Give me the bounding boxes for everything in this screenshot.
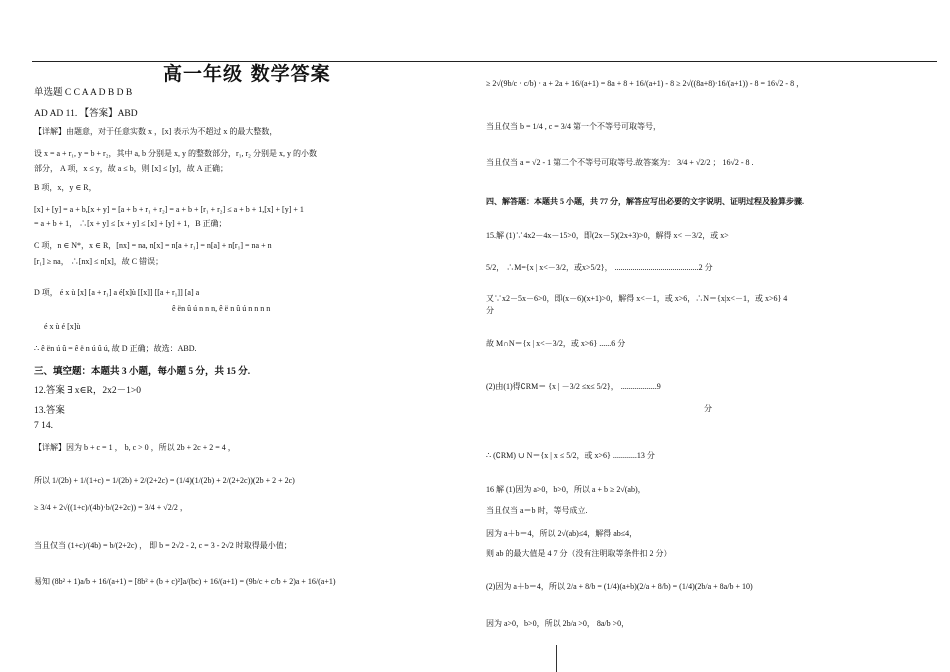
q15-line-4: 分: [486, 306, 494, 315]
section-3-heading: 三、填空题：本题共 3 小题，每小题 5 分，共 15 分.: [34, 367, 251, 377]
left-line-7: C 项，n ∈ N*，x ∈ R，[nx] = na, n[x] = n[a + r₁] = n[a] + n[r₁] = na + n: [34, 241, 272, 250]
q16-line-5: (2)因为 a＋b＝4，所以 2/a + 8/b = (1/4)(a+b)(2/a + 8/b) = (1/4)(2b/a + 8a/b + 10): [486, 582, 753, 591]
answer-14: 7 14.: [34, 421, 53, 431]
left-line-9: D 项， é x ù [x] [a + r₁] a é[x]ù [[x]] [[a + r₁]] [a] a: [34, 288, 200, 297]
q16-line-3: 因为 a＋b＝4，所以 2√(ab)≤4，解得 ab≤4，: [486, 529, 638, 538]
q16-line-4: 则 ab 的最大值是 4 7 分（没有注明取等条件扣 2 分）: [486, 549, 672, 558]
left-line-12: ∴ ê ën ú û = ê ë n ú û ú, 故 D 正确；故选：ABD.: [34, 344, 197, 353]
q15-line-2: 5/2， ∴M={x | x<－3/2，或x>5/2}， ..........................................2 分: [486, 263, 713, 272]
right-line-2: 当且仅当 b = 1/4 , c = 3/4 第一个不等号可取等号，: [486, 122, 662, 131]
left-line-3: 部分， A 项，x ≤ y，故 a ≤ b，则 [x] ≤ [y]，故 A 正确；: [34, 164, 229, 173]
page-title: 高一年级 数学答案: [163, 63, 331, 85]
q15-line-3: 又∵x2－5x－6>0，即(x－6)(x+1)>0，解得 x<－1，或 x>6，∴N＝{x|x<－1，或 x>6} 4: [486, 294, 788, 303]
q15-line-5: 故 M∩N＝{x | x<－3/2，或 x>6} ......6 分: [486, 339, 626, 348]
q15-line-7: 分: [704, 404, 712, 413]
answer-12: 12.答案 ∃ x∈R，2x2－1>0: [34, 386, 142, 396]
detail-line-1: 【详解】因为 b + c = 1 ， b, c > 0 ，所以 2b + 2c + 2 = 4 ，: [34, 443, 236, 452]
left-line-6: = a + b + 1， ∴[x + y] ≤ [x + y] ≤ [x] + [y] + 1，B 正确；: [34, 219, 227, 228]
left-line-4: B 项，x，y ∈ R，: [34, 183, 97, 192]
right-line-1: ≥ 2√(9b/c · c/b) · a + 2a + 16/(a+1) = 8a + 8 + 16/(a+1) - 8 ≥ 2√((8a+8)·16/(a+1)) - 8 = 16√2 - 8 ，: [486, 79, 805, 88]
detail-line-2: 所以 1/(2b) + 1/(1+c) = 1/(2b) + 2/(2+2c) = (1/4)(1/(2b) + 2/(2+2c))(2b + 2 + 2c): [34, 476, 295, 485]
left-line-1: 【详解】由题意，对于任意实数 x ，[x] 表示为不超过 x 的最大整数，: [34, 127, 278, 136]
answer-13: 13.答案: [34, 406, 65, 416]
detail-line-5: 易知 (8b² + 1)a/b + 16/(a+1) = [8b² + (b + c)²]a/(bc) + 16/(a+1) = (9b/c + c/b + 2)a + 16/(a+1): [34, 577, 336, 586]
mc-answers-2: AD AD 11. 【答案】ABD: [34, 109, 138, 119]
detail-line-4: 当且仅当 (1+c)/(4b) = b/(2+2c) ， 即 b = 2√2 - 2, c = 3 - 2√2 时取得最小值；: [34, 541, 292, 550]
left-line-8: [r₁] ≥ na， ∴[nx] ≤ n[x]，故 C 错误；: [34, 257, 164, 266]
left-line-2: 设 x = a + r₁, y = b + r₂，其中 a, b 分别是 x, y 的整数部分，r₁, r₂ 分别是 x, y 的小数: [34, 149, 317, 158]
left-line-11: é x ù é [x]ù: [44, 322, 81, 331]
section-4-heading: 四、解答题：本题共 5 小题，共 77 分，解答应写出必要的文字说明、证明过程及验算步骤.: [486, 197, 804, 206]
detail-line-3: ≥ 3/4 + 2√((1+c)/(4b)·b/(2+2c)) = 3/4 + √2/2 ，: [34, 503, 188, 512]
q16-line-1: 16 解 (1)因为 a>0，b>0，所以 a + b ≥ 2√(ab)，: [486, 485, 646, 494]
q15-line-8: ∴ (∁RM) ∪ N＝{x | x ≤ 5/2，或 x>6} ............13 分: [486, 451, 655, 460]
page-divider-mark: [556, 645, 557, 672]
mc-answers-1: 单选题 C C A A D B D B: [34, 88, 133, 98]
q15-line-1: 15.解 (1)∵4x2－4x－15>0，即(2x－5)(2x+3)>0，解得 x< －3/2，或 x>: [486, 231, 729, 240]
q16-line-6: 因为 a>0，b>0，所以 2b/a >0， 8a/b >0，: [486, 619, 630, 628]
right-line-3: 当且仅当 a = √2 - 1 第二个不等号可取等号.故答案为： 3/4 + √2/2 ； 16√2 - 8 .: [486, 158, 754, 167]
left-line-5: [x] + [y] = a + b,[x + y] = [a + b + r₁ + r₂] = a + b + [r₁ + r₂] ≤ a + b + 1,[x] + [y] + 1: [34, 205, 304, 214]
left-line-10: ê ën û ú n n n, ê ë n û ú n n n n: [172, 304, 271, 313]
q15-line-6: (2)由(1)得∁RM＝ {x | －3/2 ≤x≤ 5/2}， ..................9: [486, 382, 661, 391]
q16-line-2: 当且仅当 a＝b 时，等号成立.: [486, 506, 588, 515]
